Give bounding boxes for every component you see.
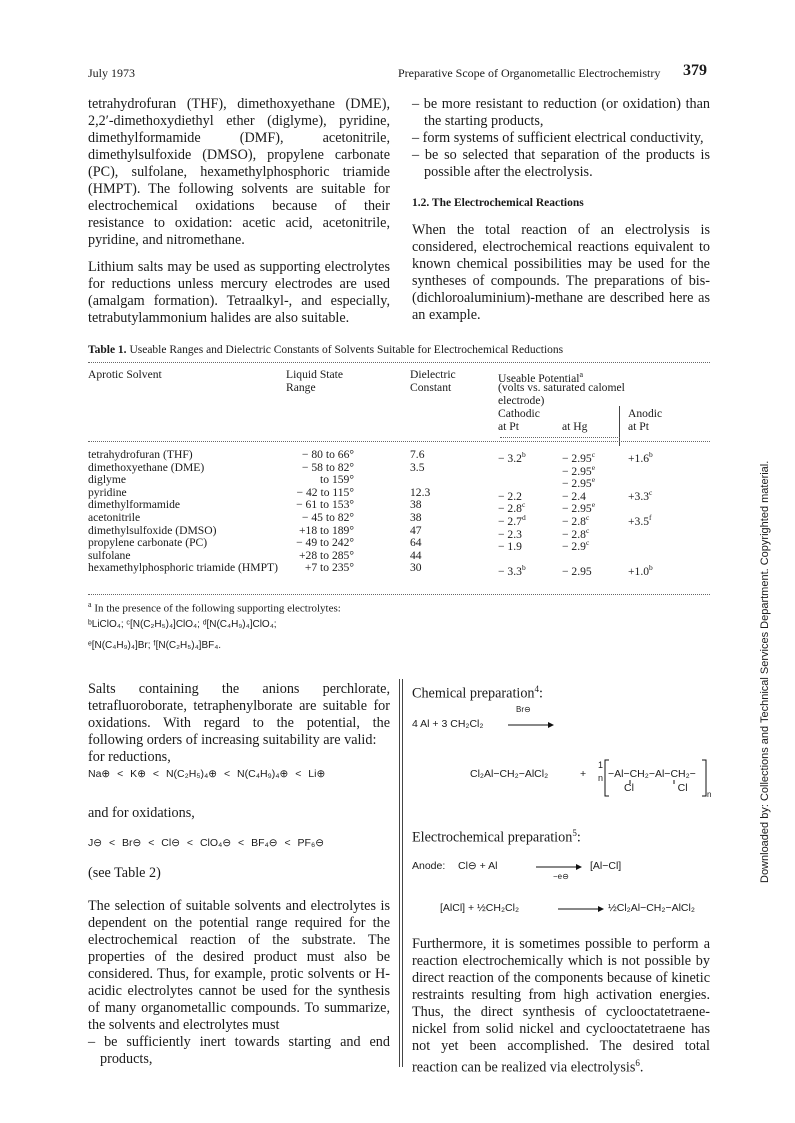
table-cell-hg: − 2.8$^c$ (562, 513, 590, 528)
paragraph: The selection of suitable solvents and electrolytes is dependent on the potential range required for the electrochemical reaction of the substrate. The properties of the desired product must also be considered. Thus, for example, protic solvents or H-acidic electrolytes cannot be used for the synthesis of many organometallic compounds. To summarize, the solvents and electrolytes must (88, 898, 390, 1033)
col-header-liquid: Liquid State (286, 368, 343, 381)
equation-1-fraction-den: n (598, 773, 604, 783)
table-cell-diel: 3.5 (410, 460, 425, 474)
list-item: – be more resistant to reduction (or oxidation) than the starting products, (412, 96, 710, 130)
top-right-column (412, 96, 710, 334)
table-cell-pt: − 3.2$^b$ (498, 450, 526, 465)
table-cell-pt: − 2.2 (498, 489, 522, 503)
table-row (88, 473, 710, 491)
table-cell-name: diglyme (88, 473, 126, 487)
table-cell-pt: − 2.8$^c$ (498, 500, 526, 516)
paragraph: Salts containing the anions perchlorate, tetrafluoroborate, tetraphenylborate are suitable for oxidations. With regard to the potential, the following orders of increasing suitability are valid: (88, 681, 390, 748)
list-item: – be so selected that separation of the products is possible after the electrolysis. (412, 147, 710, 181)
table-cell-hg: − 2.9$^c$ (562, 538, 590, 554)
table-cell-pt: − 2.3 (498, 527, 522, 541)
table-cell-range: +28 to 285° (299, 548, 354, 562)
polymer-bracket-icon (604, 758, 708, 798)
table-cell-diel: 38 (410, 511, 422, 524)
table-cell-an: +1.6$^b$ (628, 450, 653, 465)
column-divider (399, 679, 400, 1067)
top-left-column (88, 96, 390, 337)
table-header-rule (88, 441, 710, 442)
bottom-right-paragraph: Furthermore, it is sometimes possible to perform a reaction electrochemically which is not possible by direct reaction of the components because of kinetic restraints resulting from high activation energies. Thus, the direct synthesis of cyclooctatetraene-nickel from solid nickel and cyclooctatetraene has not yet been accomplished. The desired total reaction can be realized via electrolysis$^6$. (412, 936, 710, 1076)
table-row (88, 561, 710, 579)
table-cell-hg: − 2.8$^c$ (562, 525, 590, 541)
anion-order: J⊖ < Br⊖ < Cl⊖ < ClO₄⊖ < BF₄⊖ < PF₆⊖ (88, 837, 325, 849)
table-cell-name: dimethoxyethane (DME) (88, 460, 205, 474)
table-cell-name: acetonitrile (88, 511, 141, 524)
col-header-potential: Useable Potential$^a$ (498, 370, 584, 385)
table-cell-hg: − 2.95$^e$ (562, 475, 596, 491)
table-cell-name: tetrahydrofuran (THF) (88, 448, 193, 461)
col-header-cathodic-pt: at Pt (498, 420, 519, 433)
table-cell-name: hexamethylphosphoric triamide (HMPT) (88, 561, 278, 575)
cathodic-rule (500, 437, 620, 438)
bottom-left-column-2 (88, 898, 390, 1068)
table-cell-range: +18 to 189° (299, 523, 354, 537)
col-header-anodic: Anodic (628, 407, 663, 420)
running-date: July 1973 (88, 66, 136, 80)
list-item: – form systems of sufficient electrical conductivity, (412, 130, 710, 147)
table-bottom-rule (88, 594, 710, 595)
table-footnote-electrolytes-2: ᵉ[N(C₄H₉)₄]Br; ᶠ[N(C₂H₅)₄]BF₄. (88, 640, 222, 651)
equation-2-product: [Al−Cl] (590, 860, 622, 872)
table-cell-an: +3.3$^c$ (628, 487, 653, 503)
equation-1-plus: + (580, 768, 587, 780)
table-cell-range: − 49 to 242° (296, 536, 354, 550)
table-cell-range: − 80 to 66° (301, 448, 354, 461)
table-cell-range: − 45 to 82° (301, 511, 354, 524)
table-cell-an: +3.5$^f$ (628, 513, 652, 528)
page-number: 379 (683, 62, 707, 79)
table-cell-name: propylene carbonate (PC) (88, 536, 208, 550)
table-cell-pt: − 2.7$^d$ (498, 513, 526, 528)
column-divider (402, 679, 403, 1067)
equation-2-electron: −e⊖ (553, 872, 569, 881)
col-header-potential-3: electrode) (498, 394, 545, 407)
table-row (88, 485, 710, 503)
col-header-potential-2: (volts vs. saturated calomel (498, 381, 625, 394)
table-footnote-electrolytes-1: ᵇLiClO₄; ᶜ[N(C₂H₅)₄]ClO₄; ᵈ[N(C₄H₉)₄]ClO₄; (88, 619, 277, 630)
reaction-arrow-icon (508, 720, 554, 730)
table-cell-range: − 42 to 115° (296, 485, 354, 499)
equation-1-reactants: 4 Al + 3 CH₂Cl₂ (412, 718, 484, 730)
requirement-list (412, 96, 710, 181)
table-cell-hg: − 2.95$^c$ (562, 450, 596, 465)
table-cell-pt: − 1.9 (498, 540, 522, 554)
anode-label: Anode: (412, 860, 446, 872)
paragraph: for reductions, (88, 749, 171, 765)
paragraph: When the total reaction of an electrolysis is considered, electrochemical reactions equivalent to known chemical possibilities may be used for the syntheses of compounds. The preparations of bis-(dichloroaluminium)-methane are described here as an example. (412, 222, 710, 323)
equation-2-reactants: Cl⊖ + Al (458, 860, 498, 872)
table-cell-diel: 7.6 (410, 448, 425, 461)
table-cell-name: dimethylformamide (88, 498, 181, 512)
table-cell-diel: 38 (410, 498, 422, 512)
table-cell-diel: 12.3 (410, 485, 431, 499)
table-row (88, 498, 710, 516)
col-header-cathodic-hg: at Hg (562, 420, 588, 433)
col-header-cathodic: Cathodic (498, 407, 540, 420)
chemical-preparation-label: Chemical preparation$^4$: (412, 684, 543, 702)
equation-1-subscript: n (707, 790, 712, 799)
table-cell-hg: − 2.95 (562, 565, 592, 579)
list-item: – be sufficiently inert towards starting and end products, (88, 1034, 390, 1068)
table-cell-pt: − 3.3$^b$ (498, 563, 526, 579)
table-cell-diel: 30 (410, 561, 422, 575)
equation-1-product: Cl₂Al−CH₂−AlCl₂ (470, 768, 549, 780)
col-header-anodic-pt: at Pt (628, 420, 649, 433)
anodic-divider (619, 406, 620, 446)
paragraph: and for oxidations, (88, 805, 195, 821)
table-cell-diel: 64 (410, 536, 422, 550)
table-top-rule (88, 362, 710, 363)
running-title: Preparative Scope of Organometallic Electrochemistry (398, 66, 661, 80)
paragraph: Lithium salts may be used as supporting electrolytes for reductions unless mercury electrodes are used (amalgam formation). Tetraalkyl-, and especially, tetrabutylammonium halides are also suitable. (88, 259, 390, 326)
table-footnote-a: $^a$ In the presence of the following supporting electrolytes: (88, 600, 341, 615)
equation-3-reactants: [AlCl] + ½CH₂Cl₂ (440, 902, 520, 914)
table-cell-diel: 44 (410, 548, 422, 562)
table-cell-hg: − 2.95$^e$ (562, 462, 596, 478)
table-row (88, 460, 710, 478)
equation-1-polymer: −Al−CH₂−Al−CH₂− (608, 768, 696, 780)
col-header-dielectric: Dielectric (410, 368, 456, 381)
table-caption: Table 1. Useable Ranges and Dielectric Constants of Solvents Suitable for Electrochemical Reductions (88, 344, 564, 356)
download-notice: Downloaded by: Collections and Technical Services Department. Copyrighted material. (759, 460, 771, 883)
table-cell-diel: 47 (410, 523, 422, 537)
paragraph: tetrahydrofuran (THF), dimethoxyethane (DME), 2,2′-dimethoxydiethyl ether (diglyme), pyridine, dimethylformamide (DMF), acetonitrile, dimethylsulfoxide (DMSO), propylene carbonate (PC), sulfolane, hexamethylphosphoric triamide (HMPT). The following solvents are suitable for electrochemical oxidations because of their resistance to oxidation: acetic acid, acetonitrile, pyridine, and nitromethane. (88, 96, 390, 248)
table-cell-range: − 58 to 82° (301, 460, 354, 474)
reaction-arrow-icon (558, 904, 604, 914)
table-cell-hg: − 2.4 (562, 489, 586, 503)
table-cell-an: +1.0$^b$ (628, 563, 653, 579)
col-header-dielectric-2: Constant (410, 381, 452, 394)
equation-3-product: ½Cl₂Al−CH₂−AlCl₂ (608, 902, 695, 914)
equation-1-fraction-num: 1 (598, 760, 604, 770)
equation-1-chlorines: Cl Cl (624, 782, 688, 794)
table-cell-range: +7 to 235° (304, 561, 354, 575)
table-cell-name: pyridine (88, 485, 127, 499)
table-cell-name: dimethylsulfoxide (DMSO) (88, 523, 217, 537)
table-cell-name: sulfolane (88, 548, 131, 562)
paragraph: (see Table 2) (88, 865, 161, 881)
bottom-left-column (88, 681, 390, 766)
section-heading: 1.2. The Electrochemical Reactions (412, 197, 584, 209)
col-header-liquid-2: Range (286, 381, 316, 394)
table-cell-hg: − 2.95$^e$ (562, 500, 596, 516)
reaction-arrow-icon (536, 862, 582, 872)
col-header-solvent: Aprotic Solvent (88, 368, 162, 381)
table-cell-range: − 61 to 153° (296, 498, 354, 512)
table-cell-range: to 159° (320, 473, 354, 487)
electrochemical-preparation-label: Electrochemical preparation$^5$: (412, 828, 581, 846)
table-header (88, 368, 710, 438)
equation-1-catalyst: Br⊖ (516, 705, 531, 714)
cation-order: Na⊕ < K⊕ < N(C₂H₅)₄⊕ < N(C₄H₉)₄⊕ < Li⊕ (88, 768, 326, 780)
table-row (88, 536, 710, 554)
